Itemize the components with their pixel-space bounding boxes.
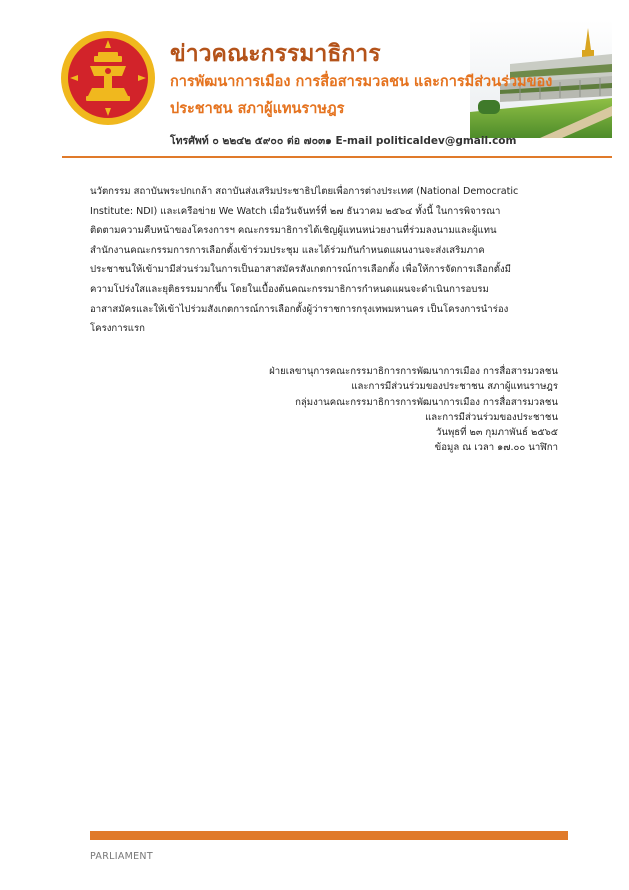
signature-block: [269, 364, 558, 456]
signature-line: และการมีส่วนร่วมของประชาชน: [425, 411, 558, 423]
signature-line: ฝ่ายเลขานุการคณะกรรมาธิการการพัฒนาการเมือง การสื่อสารมวลชน: [269, 366, 558, 377]
parliament-seal-icon: [60, 30, 156, 126]
page-title: ข่าวคณะกรรมาธิการ: [170, 41, 381, 67]
signature-line: กลุ่มงานคณะกรรมาธิการการพัฒนาการเมือง การสื่อสารมวลชน: [295, 396, 558, 408]
body-line: ติดตามความคืบหน้าของโครงการฯ คณะกรรมาธิการได้เชิญผู้แทนหน่วยงานที่ร่วมลงนามและผู้แทน: [90, 225, 497, 237]
news-body: [90, 182, 558, 339]
footer-divider: [90, 831, 568, 840]
body-line: อาสาสมัครและให้เข้าไปร่วมสังเกตการณ์การเลือกตั้งผู้ว่าราชการกรุงเทพมหานคร เป็นโครงการนำร่อง: [90, 303, 509, 315]
body-line: Institute: NDI) และเครือข่าย We Watch เมื่อวันจันทร์ที่ ๒๗ ธันวาคม ๒๕๖๔ ทั้งนี้ ในการพิจารณา: [90, 205, 501, 217]
body-line: สำนักงานคณะกรรมการการเลือกตั้งเข้าร่วมประชุม และได้ร่วมกันกำหนดแผนงานจะส่งเสริมภาค: [90, 244, 485, 256]
body-line: นวัตกรรม สถาบันพระปกเกล้า สถาบันส่งเสริมประชาธิปไตยเพื่อการต่างประเทศ (National Democratic: [90, 186, 519, 197]
body-line: ประชาชนให้เข้ามามีส่วนร่วมในการเป็นอาสาสมัครสังเกตการณ์การเลือกตั้ง เพื่อให้การจัดการเลือกตั้งมี: [90, 264, 511, 276]
committee-name-line-2: ประชาชน สภาผู้แทนราษฎร: [170, 101, 345, 117]
body-line: ความโปร่งใสและยุติธรรมมากขึ้น โดยในเบื้องต้นคณะกรรมาธิการกำหนดแผนจะดำเนินการอบรม: [90, 283, 489, 295]
signature-date: วันพุธที่ ๒๓ กุมภาพันธ์ ๒๕๖๕: [436, 427, 558, 439]
signature-time: ข้อมูล ณ เวลา ๑๗.๐๐ นาฬิกา: [434, 442, 558, 454]
body-line: โครงการแรก: [90, 323, 145, 335]
footer-label: PARLIAMENT: [90, 851, 153, 862]
header-divider: [62, 156, 612, 158]
contact-info: โทรศัพท์ ๐ ๒๒๔๒ ๕๙๐๐ ต่อ ๗๐๓๑ E-mail politicaldev@gmail.com: [170, 135, 517, 147]
signature-line: และการมีส่วนร่วมของประชาชน สภาผู้แทนราษฎร: [351, 381, 558, 393]
committee-name-line-1: การพัฒนาการเมือง การสื่อสารมวลชน และการมีส่วนร่วมของ: [170, 74, 553, 90]
